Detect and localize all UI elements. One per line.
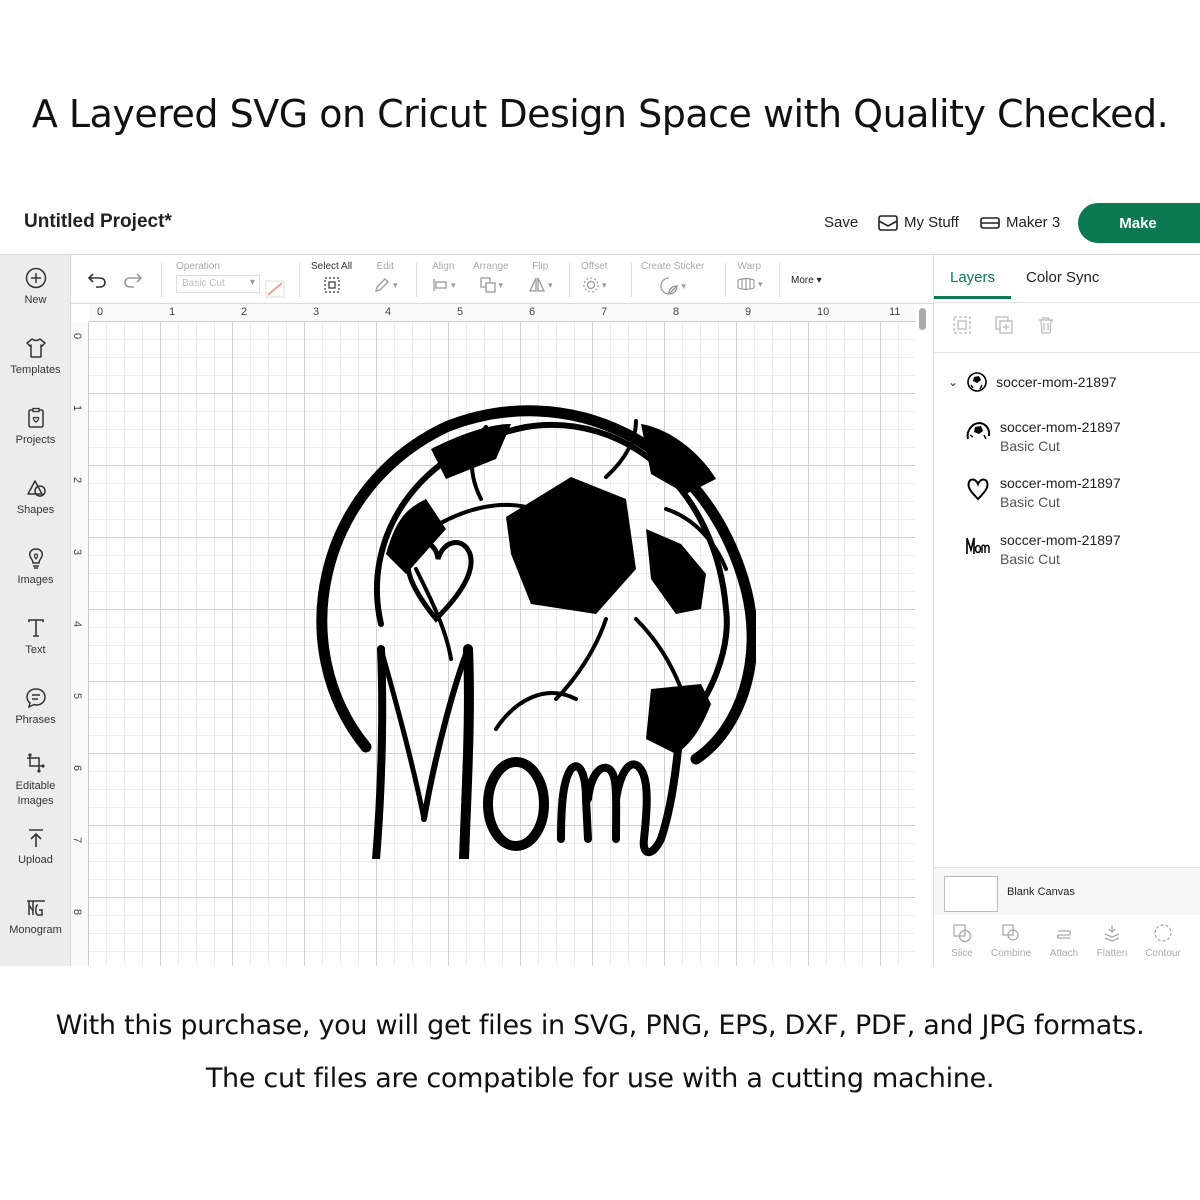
offset-label: Offset (581, 261, 608, 272)
ruler-label: 1 (169, 306, 176, 318)
sticker-icon (659, 276, 679, 296)
paperclip-icon (1054, 923, 1074, 943)
blank-canvas-label: Blank Canvas (1007, 886, 1075, 898)
ruler-label: 6 (71, 764, 84, 772)
sidebar-item-phrases[interactable] (0, 687, 71, 726)
sidebar-item-shapes[interactable] (0, 477, 71, 516)
soccer-ball-thumbnail-icon (966, 371, 988, 393)
select-all-group[interactable] (311, 261, 352, 294)
blank-canvas-swatch (944, 876, 998, 912)
sidebar-item-label: Upload (18, 854, 53, 866)
sidebar-item-label: New (24, 294, 47, 306)
ruler-label: 0 (97, 306, 104, 318)
select-all-icon (323, 276, 341, 294)
make-button[interactable]: Make (1078, 203, 1200, 243)
my-stuff-button[interactable] (878, 214, 959, 231)
ruler-label: 2 (71, 476, 84, 484)
toolbar-divider (725, 263, 726, 297)
ruler-label: 6 (529, 306, 536, 318)
align-label: Align (432, 261, 455, 272)
layer-name: soccer-mom-21897 (1000, 419, 1121, 435)
operation-group (176, 261, 260, 293)
slice-button[interactable] (937, 923, 987, 959)
soccer-mom-design[interactable] (306, 399, 756, 859)
align-icon (431, 276, 449, 294)
design-canvas[interactable] (71, 304, 933, 966)
ruler-label: 1 (71, 404, 84, 412)
ruler-label: 4 (385, 306, 392, 318)
ruler-label: 5 (71, 692, 84, 700)
layer-operation: Basic Cut (1000, 551, 1060, 567)
projects-icon (25, 407, 47, 429)
arrange-group[interactable]: Arrange ▾ (473, 261, 509, 294)
text-icon (25, 617, 47, 639)
bottom-tools (934, 917, 1200, 966)
slice-label: Slice (951, 948, 973, 959)
upload-icon (25, 827, 47, 849)
page-headline: A Layered SVG on Cricut Design Space with Quality Checked. (31, 92, 1169, 136)
sidebar-item-templates[interactable] (0, 337, 71, 376)
align-group[interactable]: Align ▾ (431, 261, 456, 294)
top-ruler (89, 304, 915, 322)
mom-text-icon (964, 532, 992, 560)
arrange-label: Arrange (473, 261, 509, 272)
attach-label: Attach (1049, 948, 1079, 959)
sidebar-item-monogram[interactable] (0, 897, 71, 936)
heart-icon (964, 475, 992, 503)
flip-label: Flip (532, 261, 549, 272)
plus-circle-icon (25, 267, 47, 289)
select-all-label: Select All (311, 261, 353, 272)
my-stuff-label: My Stuff (904, 214, 959, 231)
combine-icon (1001, 923, 1021, 943)
layer-tools (952, 315, 1056, 335)
sidebar-item-label: Templates (10, 364, 61, 376)
sidebar-item-label: Text (25, 644, 46, 656)
sidebar-item-label: Shapes (16, 504, 55, 516)
machine-icon (980, 215, 1000, 231)
toolbar-divider (631, 263, 632, 297)
inbox-icon (878, 215, 898, 231)
flatten-label: Flatten (1096, 948, 1128, 959)
ruler-label: 3 (71, 548, 84, 556)
flatten-button[interactable] (1087, 923, 1137, 959)
contour-icon (1153, 923, 1173, 943)
layer-name: soccer-mom-21897 (1000, 475, 1121, 491)
redo-icon[interactable] (123, 272, 143, 288)
group-icon[interactable] (952, 315, 972, 335)
editable-image-icon (25, 752, 47, 774)
sidebar-item-new[interactable] (0, 267, 71, 306)
layer-name: soccer-mom-21897 (1000, 532, 1121, 548)
warp-label: Warp (737, 261, 762, 272)
shapes-icon (25, 477, 47, 499)
ruler-label: 10 (817, 306, 830, 318)
sidebar-item-text[interactable] (0, 617, 71, 656)
contour-button[interactable] (1138, 923, 1188, 959)
undo-icon[interactable] (87, 272, 107, 288)
layer-item[interactable] (1000, 419, 1121, 454)
speech-bubble-icon (25, 687, 47, 709)
delete-icon[interactable] (1036, 315, 1056, 335)
tab-layers[interactable]: Layers (934, 269, 1011, 299)
lightbulb-icon (25, 547, 47, 569)
ruler-label: 9 (745, 306, 752, 318)
layers-panel (933, 255, 1200, 966)
attach-button[interactable] (1039, 923, 1089, 959)
ruler-label: 5 (457, 306, 464, 318)
tools-divider (934, 352, 1200, 353)
layer-operation: Basic Cut (1000, 438, 1060, 454)
monogram-icon (25, 897, 47, 919)
save-button[interactable] (824, 214, 858, 231)
blank-canvas-row[interactable] (934, 867, 1200, 915)
edit-toolbar (71, 255, 933, 304)
footer-line-2: The cut files are compatible for use with a cutting machine. (205, 1063, 995, 1094)
contour-label: Contour (1145, 948, 1181, 959)
warp-group[interactable]: Warp ▾ (736, 261, 763, 292)
toolbar-divider (161, 263, 162, 297)
sidebar-item-label: Phrases (15, 714, 56, 726)
left-sidebar (0, 255, 71, 966)
edit-label: Edit (376, 261, 394, 272)
machine-selector[interactable] (980, 214, 1060, 231)
pencil-icon (373, 276, 391, 294)
combine-label: Combine (990, 948, 1032, 959)
ruler-label: 0 (71, 332, 84, 340)
more-label: More (791, 275, 814, 286)
pen-color-swatch-icon[interactable] (265, 280, 285, 298)
create-sticker-label: Create Sticker (641, 261, 705, 272)
toolbar-divider (569, 263, 570, 297)
cricut-design-space-window (0, 190, 1200, 966)
ruler-label: 7 (71, 836, 84, 844)
ruler-label: 2 (241, 306, 248, 318)
ruler-label: 8 (673, 306, 680, 318)
layer-group-name: soccer-mom-21897 (996, 374, 1117, 390)
canvas-scrollbar[interactable] (919, 308, 926, 330)
sidebar-item-label: Images (17, 574, 54, 586)
ruler-label: 8 (71, 908, 84, 916)
create-sticker-group[interactable]: Create Sticker ▾ (641, 261, 704, 296)
left-ruler (71, 322, 89, 966)
sidebar-item-label: Editable Images (15, 780, 56, 807)
save-label: Save (824, 214, 859, 231)
sidebar-item-upload[interactable] (0, 827, 71, 866)
ruler-label: 11 (889, 306, 901, 318)
duplicate-icon[interactable] (994, 315, 1014, 335)
sidebar-item-images[interactable] (0, 547, 71, 586)
slice-icon (952, 923, 972, 943)
toolbar-divider (416, 263, 417, 297)
ruler-label: 7 (601, 306, 608, 318)
layer-item[interactable] (1000, 532, 1121, 567)
arrange-icon (479, 276, 497, 294)
edit-group[interactable]: Edit ▾ (373, 261, 398, 294)
tabs-divider (934, 302, 1200, 303)
operation-label: Operation (176, 261, 220, 272)
flip-group[interactable]: Flip ▾ (528, 261, 553, 294)
top-bar (0, 190, 1200, 255)
sidebar-item-label: Projects (15, 434, 56, 446)
footer-line-1: With this purchase, you will get files in SVG, PNG, EPS, DXF, PDF, and JPG formats. (55, 1010, 1145, 1041)
warp-icon (736, 276, 756, 292)
more-menu-button[interactable]: More ▾ (791, 275, 822, 286)
toolbar-divider (299, 263, 300, 297)
ruler-label: 4 (71, 620, 84, 628)
machine-label: Maker 3 (1006, 214, 1061, 231)
sidebar-item-editable-images[interactable] (0, 752, 71, 809)
offset-group[interactable]: Offset ▾ (581, 261, 608, 294)
project-title[interactable]: Untitled Project* (24, 211, 172, 232)
layer-item[interactable] (1000, 475, 1121, 510)
sidebar-item-label: Monogram (9, 924, 62, 936)
flatten-icon (1102, 923, 1122, 943)
operation-select[interactable]: Basic Cut ▾ (176, 275, 260, 293)
combine-button[interactable] (986, 923, 1036, 959)
toolbar-divider (779, 263, 780, 297)
layer-group[interactable] (948, 371, 1117, 393)
layer-operation: Basic Cut (1000, 494, 1060, 510)
shirt-icon (25, 337, 47, 359)
flip-icon (528, 276, 546, 294)
offset-icon (582, 276, 600, 294)
sidebar-item-projects[interactable] (0, 407, 71, 446)
ruler-label: 3 (313, 306, 320, 318)
tab-color-sync[interactable]: Color Sync (1026, 269, 1100, 286)
soccer-ball-icon (964, 419, 992, 447)
chevron-down-icon[interactable]: ⌄ (948, 375, 959, 389)
